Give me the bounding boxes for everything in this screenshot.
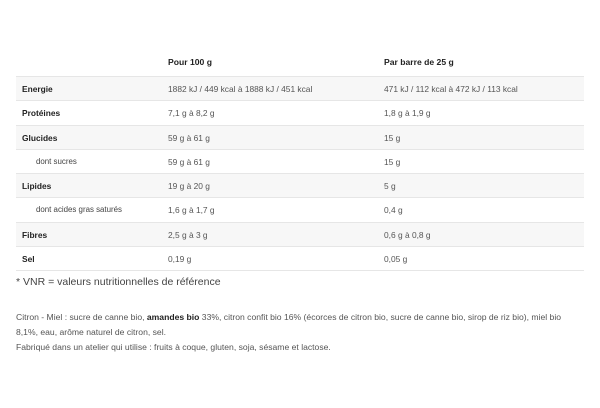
value-per-100g: 2,5 g à 3 g (168, 229, 208, 240)
table-row (16, 222, 584, 246)
table-bottom-divider (16, 270, 584, 271)
nutrient-label: Protéines (22, 108, 61, 119)
table-row (16, 76, 584, 100)
value-per-bar: 0,05 g (384, 254, 408, 265)
value-per-bar: 1,8 g à 1,9 g (384, 108, 431, 119)
value-per-100g: 19 g à 20 g (168, 181, 210, 192)
nutrient-label: Fibres (22, 229, 48, 240)
nutrition-table (16, 52, 584, 271)
table-row (16, 125, 584, 149)
nutrient-label: Lipides (22, 181, 52, 192)
nutrient-label: Glucides (22, 132, 58, 143)
table-row (16, 100, 584, 124)
value-per-100g: 0,19 g (168, 254, 192, 265)
value-per-100g: 59 g à 61 g (168, 156, 210, 167)
nutrient-label: dont acides gras saturés (36, 205, 122, 215)
ingredients-highlight: amandes bio (146, 312, 200, 322)
value-per-bar: 15 g (384, 156, 401, 167)
header-per-bar: Par barre de 25 g (384, 57, 454, 67)
table-body (16, 76, 584, 270)
nutrient-label: Sel (22, 254, 35, 265)
table-row (16, 246, 584, 270)
vnr-footnote: * VNR = valeurs nutritionnelles de référence (16, 276, 221, 288)
value-per-100g: 59 g à 61 g (168, 132, 210, 143)
value-per-bar: 471 kJ / 112 kcal à 472 kJ / 113 kcal (384, 84, 518, 94)
table-row (16, 173, 584, 197)
value-per-bar: 5 g (384, 181, 396, 192)
value-per-bar: 0,6 g à 0,8 g (384, 229, 431, 240)
value-per-bar: 0,4 g (384, 205, 403, 216)
value-per-100g: 1,6 g à 1,7 g (168, 205, 215, 216)
ingredients-text (16, 310, 584, 340)
ingredients-prefix: Citron - Miel : sucre de canne bio, (16, 312, 147, 322)
table-row (16, 149, 584, 173)
nutrient-label: Energie (22, 84, 53, 94)
allergens-text: Fabriqué dans un atelier qui utilise : fruits à coque, gluten, soja, sésame et lactose. (16, 342, 331, 353)
value-per-100g: 7,1 g à 8,2 g (168, 108, 215, 119)
ingredients-rest: 33%, citron confit bio 16% (écorces de citron bio, sucre de canne bio, sirop de riz bio), miel bio 8,1%, eau, arôme naturel de citron, sel. (16, 312, 562, 338)
table-header (16, 52, 584, 76)
value-per-bar: 15 g (384, 132, 401, 143)
value-per-100g: 1882 kJ / 449 kcal à 1888 kJ / 451 kcal (168, 84, 313, 94)
ingredients-block (16, 310, 584, 356)
table-row (16, 197, 584, 221)
nutrient-label: dont sucres (36, 156, 77, 166)
header-per-100g: Pour 100 g (168, 57, 212, 67)
